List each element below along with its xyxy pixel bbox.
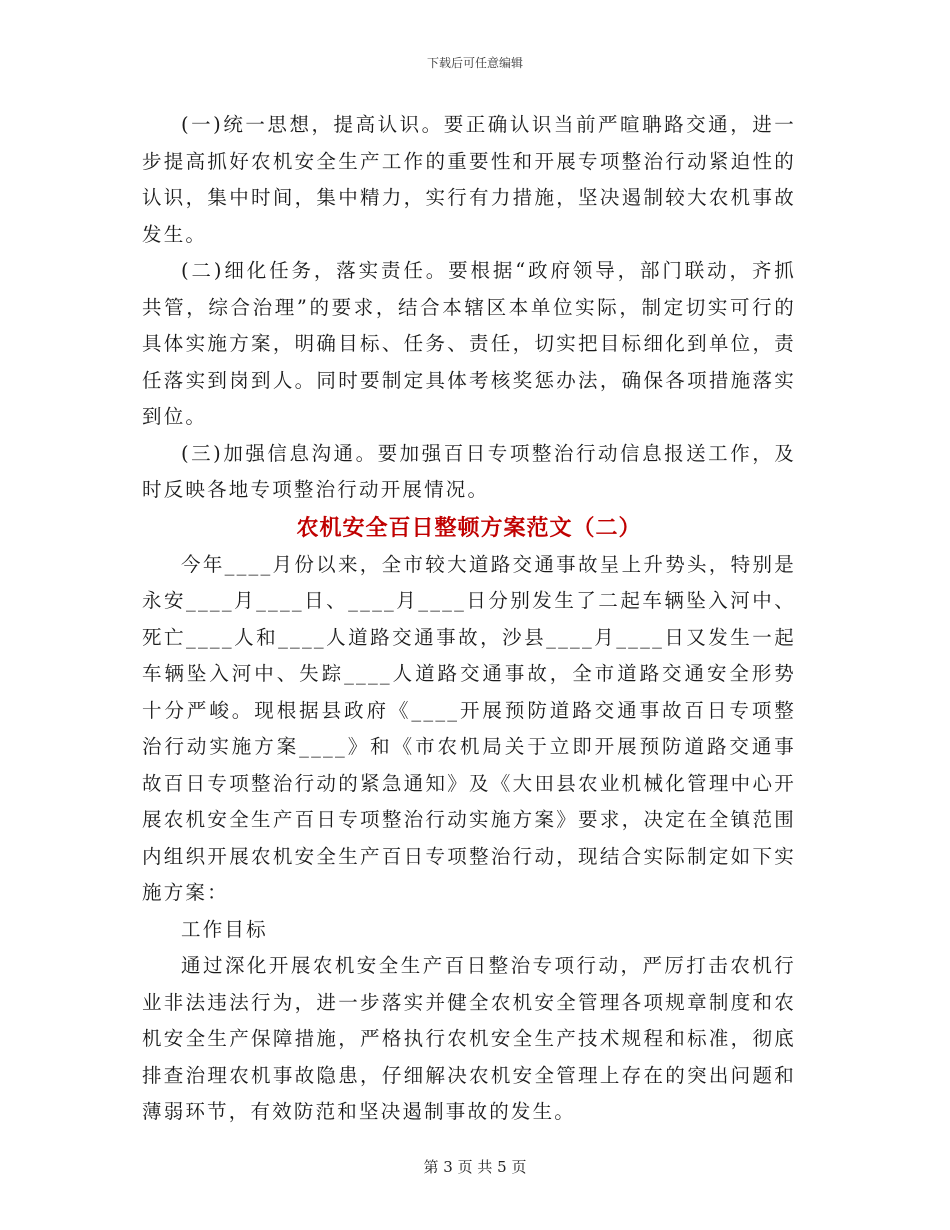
paragraph-unify-thinking: (一)统一思想，提高认识。要正确认识当前严暄聃路交通，进一步提高抓好农机安全生产工作的重要性和开展专项整治行动紧迫性的认识，集中时间，集中精力，实行有力措施，坚决遏制较大农机事故发生。 [142, 113, 796, 246]
paragraph-refine-tasks: (二)细化任务，落实责任。要根据“政府领导，部门联动，齐抓共管，综合治理”的要求，结合本辖区本单位实际，制定切实可行的具体实施方案，明确目标、任务、责任，切实把目标细化到单位，责任落实到岗到人。同时要制定具体考核奖惩办法，确保各项措施落实到位。 [142, 259, 796, 428]
paragraph-work-goal: 通过深化开展农机安全生产百日整治专项行动，严厉打击农机行业非法违法行为，进一步落实并健全农机安全管理各项规章制度和农机安全生产保障措施，严格执行农机安全生产技术规程和标准，彻底排查治理农机事故隐患，仔细解决农机安全管理上存在的突出问题和薄弱环节，有效防范和坚决遏制事故的发生。 [142, 954, 796, 1123]
paragraph-strengthen-communication: (三)加强信息沟通。要加强百日专项整治行动信息报送工作，及时反映各地专项整治行动开展情况。 [142, 441, 796, 501]
paragraph-background: 今年____月份以来，全市较大道路交通事故呈上升势头，特别是永安____月____日、____月____日分别发生了二起车辆坠入河中、死亡____人和____人道路交通事故，沙县____月____日又发生一起车辆坠入河中、失踪____人道路交通事故，全市道路交通安全形势十分严峻。现根据县政府《____开展预防道路交通事故百日专项整治行动实施方案____》和《市农机局关于立即开展预防道路交通事故百日专项整治行动的紧急通知》及《大田县农业机械化管理中心开展农机安全生产百日专项整治行动实施方案》要求，决定在全镇范围内组织开展农机安全生产百日专项整治行动，现结合实际制定如下实施方案： [142, 552, 796, 904]
page-header: 下载后可任意编辑 [426, 56, 523, 70]
section-title: 农机安全百日整顿方案范文（二） [296, 515, 642, 541]
subheading-work-goal: 工作目标 [181, 917, 268, 941]
document-body [142, 107, 796, 1131]
page-number: 第 3 页 共 5 页 [423, 1158, 527, 1176]
